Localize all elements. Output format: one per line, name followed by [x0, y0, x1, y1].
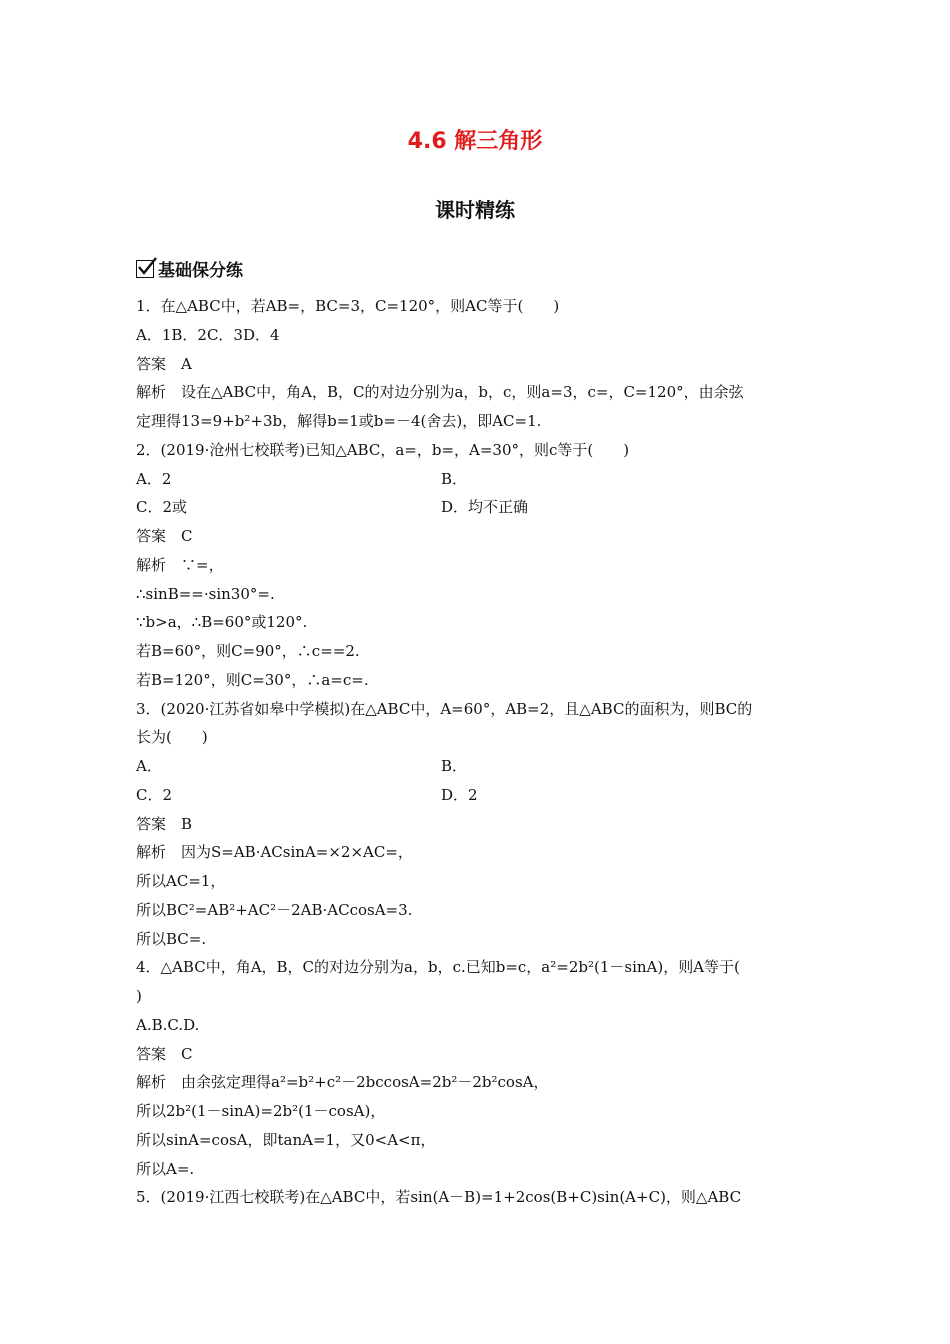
option-row [136, 752, 826, 781]
text-line: 4．△ABC中，角A，B，C的对边分别为a，b，c.已知b=c，a²=2b²(1－sinA)，则A等于( [136, 958, 740, 977]
option-text: A． [136, 757, 162, 775]
option-text: C．2 [136, 785, 173, 804]
text-line: 答案 C [136, 1044, 193, 1063]
text-line: 所以AC=1， [136, 872, 226, 890]
text-line: 所以BC=. [136, 929, 207, 948]
text-line: 所以A=. [136, 1159, 195, 1178]
text-line: 3．(2020·江苏省如皋中学模拟)在△ABC中，A=60°，AB=2，且△ABC的面积为，则BC的 [136, 699, 753, 718]
text-line: 所以sinA=cosA，即tanA=1，又0<A<π， [136, 1130, 436, 1149]
option-row [136, 493, 826, 522]
text-line: 所以BC²=AB²+AC²－2AB·ACcosA=3. [136, 900, 413, 919]
text-line: 解析 由余弦定理得a²=b²+c²－2bccosA=2b²－2b²cosA， [136, 1073, 549, 1092]
text-line: 解析 因为S=AB·ACsinA=×2×AC=， [136, 843, 413, 862]
text-line: ∴sinB==·sin30°=. [136, 584, 275, 603]
text-line: 答案 C [136, 527, 193, 545]
option-text: A．2 [136, 469, 172, 488]
text-line: 若B=120°，则C=30°，∴a=c=. [136, 670, 369, 689]
page-subtitle: 课时精练 [435, 198, 515, 222]
text-line: 答案 B [136, 814, 193, 833]
section-title: 基础保分练 [158, 261, 243, 281]
option-row [136, 781, 826, 810]
text-line: A．1B．2C．3D．4 [136, 325, 280, 344]
option-text: C．2或 [136, 498, 188, 517]
text-line: 若B=60°，则C=90°，∴c==2. [136, 642, 360, 660]
text-line: 5．(2019·江西七校联考)在△ABC中，若sin(A－B)=1+2cos(B+C)sin(A+C)，则△ABC [136, 1188, 742, 1207]
checkbox-icon [136, 260, 154, 278]
option-row [136, 465, 826, 494]
text-line: ) [136, 987, 142, 1005]
option-text: D．2 [441, 785, 478, 804]
text-line: ∵b>a，∴B=60°或120°. [136, 613, 308, 632]
option-text: B． [441, 757, 468, 775]
text-line: 1．在△ABC中，若AB=，BC=3，C=120°，则AC等于( ) [136, 297, 560, 315]
page-title: 4.6 解三角形 [407, 129, 543, 154]
text-line: 解析 设在△ABC中，角A，B，C的对边分别为a，b，c，则a=3，c=，C=120°，由余弦 [136, 383, 744, 402]
document-body [136, 292, 826, 1212]
text-line: 所以2b²(1－sinA)=2b²(1－cosA)， [136, 1102, 386, 1120]
section-header [136, 256, 243, 281]
text-line: 定理得13=9+b²+3b，解得b=1或b=－4(舍去)，即AC=1. [136, 412, 542, 430]
text-line: 长为( ) [136, 728, 208, 747]
text-line: 答案 A [136, 354, 192, 373]
option-text: B． [441, 469, 468, 488]
text-line: 2．(2019·沧州七校联考)已知△ABC，a=，b=，A=30°，则c等于( ) [136, 440, 630, 459]
text-line: 解析 ∵=， [136, 555, 224, 574]
text-line: A.B.C.D. [136, 1015, 200, 1034]
option-text: D．均不正确 [441, 498, 529, 517]
